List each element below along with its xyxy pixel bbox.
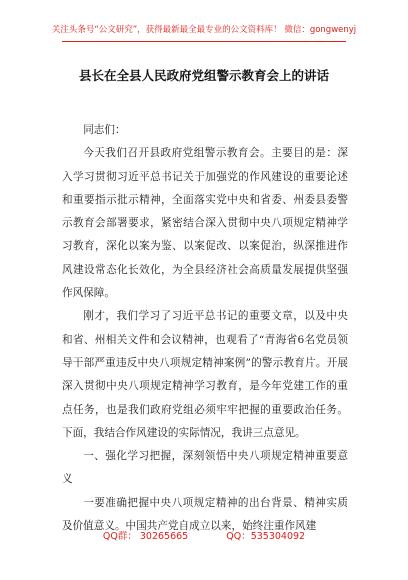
qq-number: QQ：535304092 xyxy=(226,531,306,542)
header-divider xyxy=(62,41,346,42)
salutation: 同志们： xyxy=(83,124,126,136)
paragraph: 刚才，我们学习了习近平总书记的重要文章，以及中央和省、州相关文件和会议精神，也观看了“青海省6名党员领导干部严重违反中央八项规定精神案例”的警示教育片。开展深入贯彻中央八项规定精神学习教育，是今年党建工作的重点任务，也是我们政府党组必须牢牢把握的重要政治任务。下面，我结合作风建设的实际情况，我讲三点意见。 xyxy=(62,310,348,439)
paragraph: 一要准确把握中央八项规定精神的出台背景、精神实质及价值意义。中国共产党自成立以来，始终注重作风建 xyxy=(62,496,348,533)
section-heading: 一、强化学习把握，深刻领悟中央八项规定精神重要意义 xyxy=(62,450,348,486)
document-body xyxy=(62,119,348,538)
footer-contact xyxy=(0,530,408,544)
qq-group-number: QQ群： 30265665 xyxy=(102,531,189,542)
paragraph: 今天我们召开县政府党组警示教育会。主要目的是：深入学习贯彻习近平总书记关于加强党的作风建设的重要论述和重要指示批示精神，全面落实党中央和省委、州委县委警示教育会部署要求，紧密结合深入贯彻中央八项规定精神学习教育，深化以案为鉴、以案促改、以案促治，纵深推进作风建设常态化长效化，为全县经济社会高质量发展提供坚强作风保障。 xyxy=(62,147,348,300)
header-banner: 关注头条号“公文研究”，获得最新最全最专业的公文资料库！ 微信：gongwenyj xyxy=(51,25,357,35)
document-title: 县长在全县人民政府党组警示教育会上的讲话 xyxy=(78,68,329,83)
